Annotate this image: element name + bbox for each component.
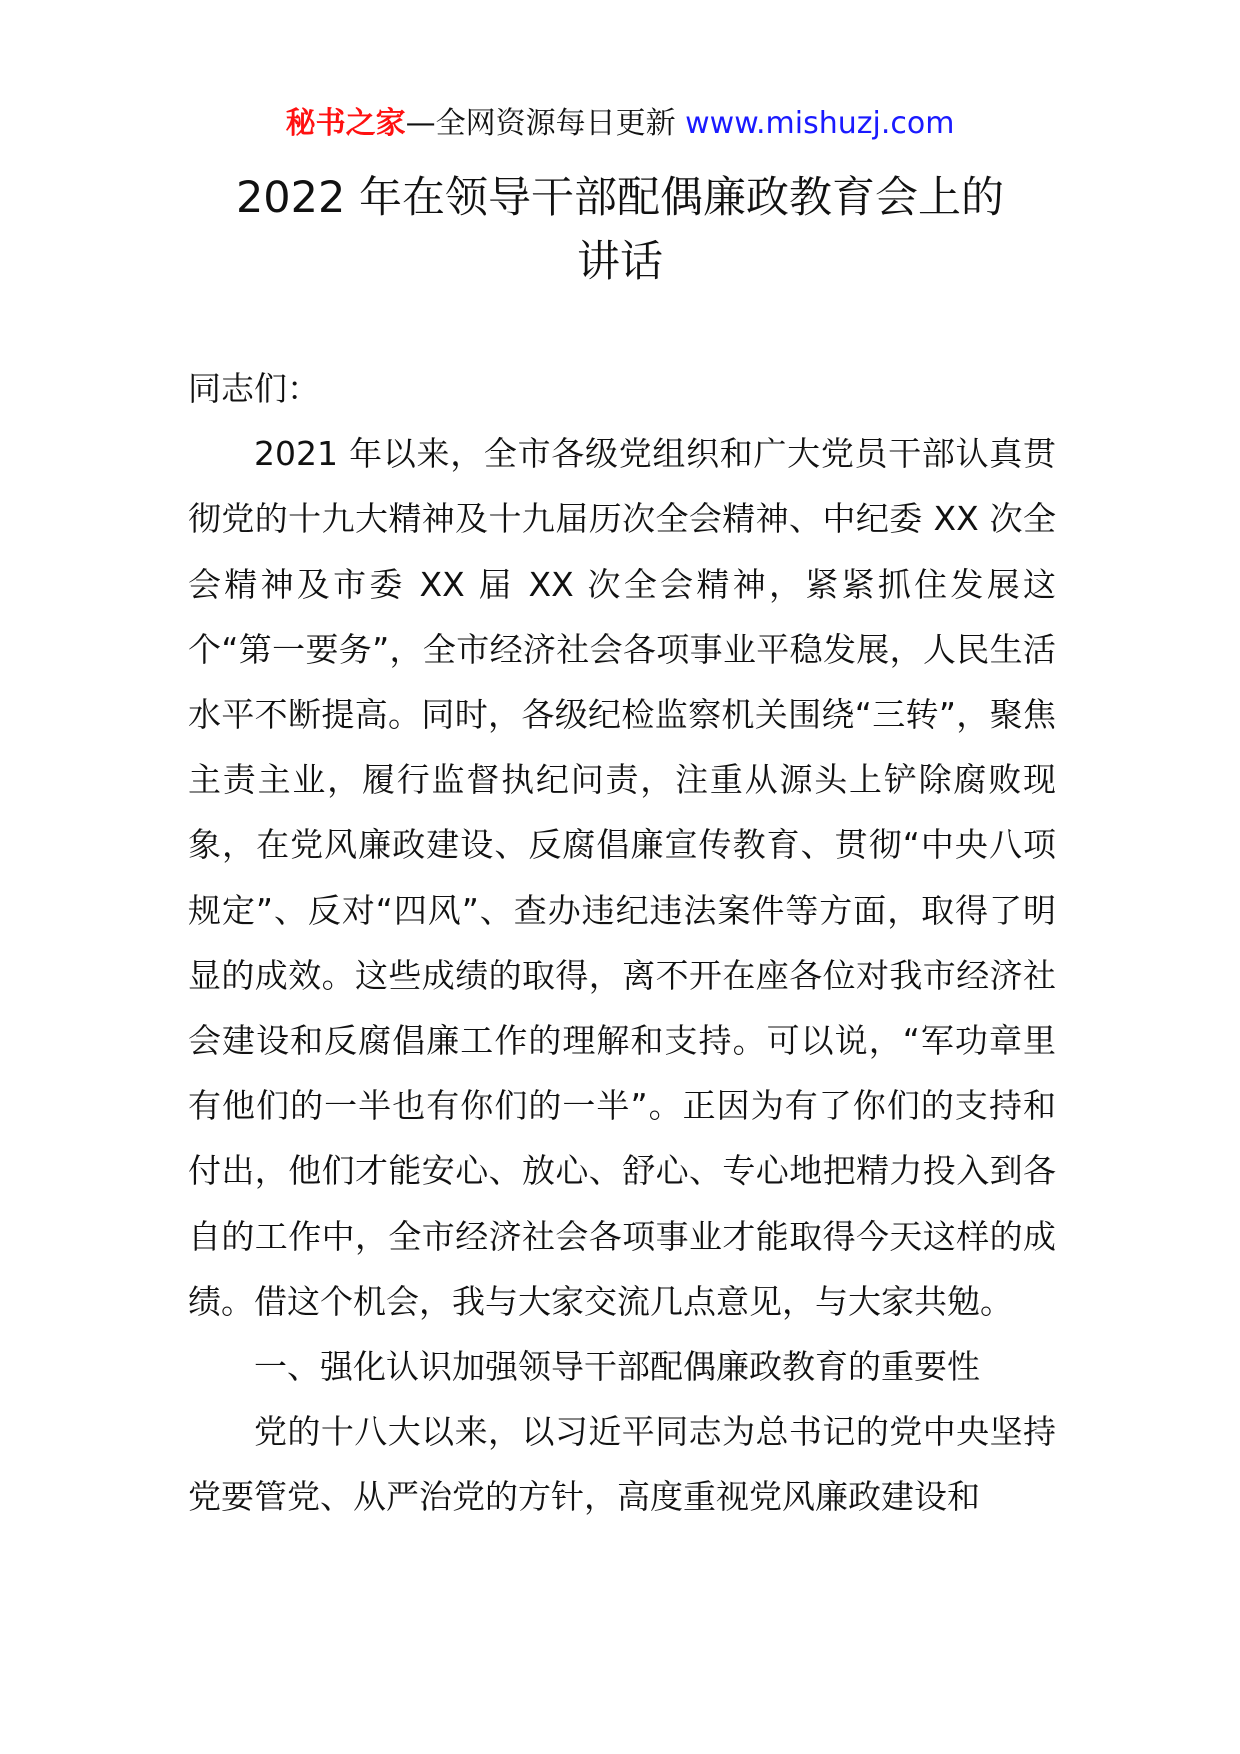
document-body [188, 356, 1056, 1530]
title-line-1: 2022 年在领导干部配偶廉政教育会上的 [235, 173, 1005, 223]
section-heading-1: 一、强化认识加强领导干部配偶廉政教育的重要性 [254, 1347, 980, 1387]
paragraph-1: 2021 年以来，全市各级党组织和广大党员干部认真贯彻党的十九大精神及十九届历次全会精神、中纪委 XX 次全会精神及市委 XX 届 XX 次全会精神，紧紧抓住发展这个“第一要务”，全市经济社会各项事业平稳发展，人民生活水平不断提高。同时，各级纪检监察机关围绕“三转”，聚焦主责主业，履行监督执纪问责，注重从源头上铲除腐败现象，在党风廉政建设、反腐倡廉宣传教育、贯彻“中央八项规定”、反对“四风”、查办违纪违法案件等方面，取得了明显的成效。这些成绩的取得，离不开在座各位对我市经济社会建设和反腐倡廉工作的理解和支持。可以说，“军功章里有他们的一半也有你们的一半”。正因为有了你们的支持和付出，他们才能安心、放心、舒心、专心地把精力投入到各自的工作中，全市经济社会各项事业才能取得今天这样的成绩。借这个机会，我与大家交流几点意见，与大家共勉。 [188, 434, 1056, 1321]
document-title [160, 166, 1080, 294]
header-tagline: —全网资源每日更新 [405, 106, 676, 141]
title-line-2: 讲话 [577, 237, 663, 287]
brand-name: 秘书之家 [285, 106, 406, 141]
salutation: 同志们： [188, 369, 320, 408]
site-header [0, 104, 1240, 144]
paragraph-2: 党的十八大以来，以习近平同志为总书记的党中央坚持党要管党、从严治党的方针，高度重视党风廉政建设和 [188, 1412, 1056, 1517]
site-url-link[interactable]: www.mishuzj.com [685, 106, 955, 141]
